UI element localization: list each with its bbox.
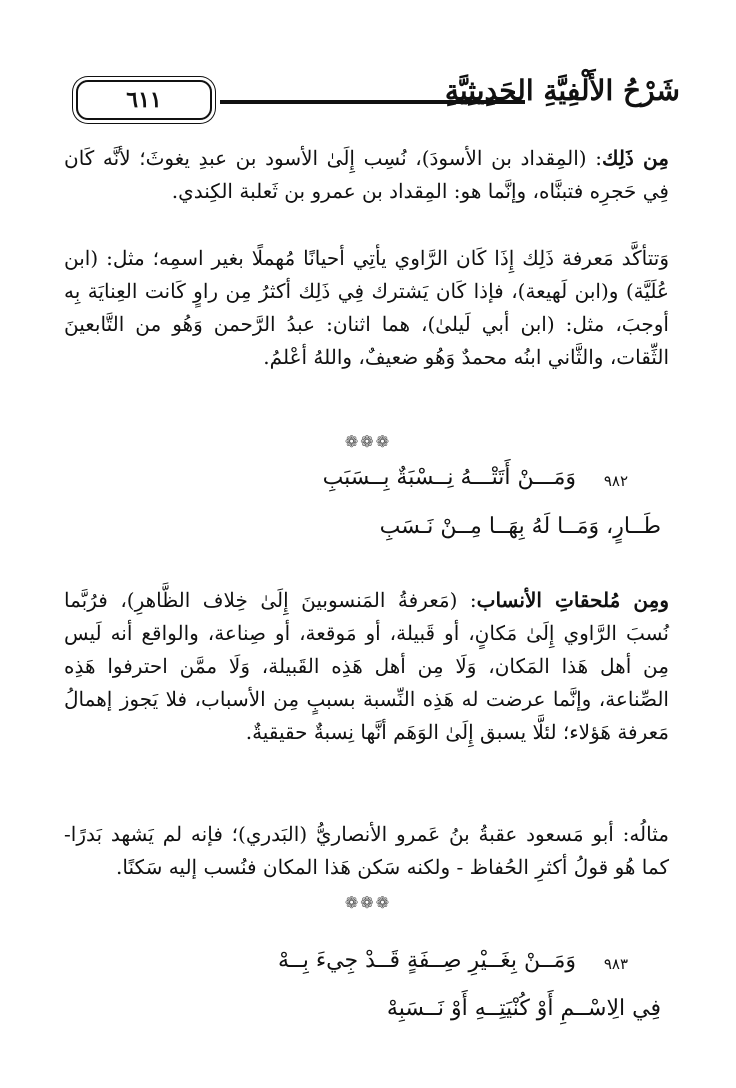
verse-line: فِي الِاسْــمِ أَوْ كُنْيَتِــهِ أَوْ نَــسَبِهْ bbox=[386, 996, 661, 1021]
page-number: ٦١١ bbox=[126, 87, 162, 113]
page-header bbox=[70, 70, 680, 130]
verse-line: طَــارٍ، وَمَــا لَهُ بِهَــا مِــنْ نَـسَبِ bbox=[379, 514, 661, 539]
section-ornament: ❁❁❁ bbox=[344, 432, 392, 451]
paragraph-miqdad bbox=[64, 142, 669, 208]
paragraph-example: مثالُه: أبو مَسعود عقبةُ بنُ عَمرو الأنصاريُّ (البَدري)؛ فإنه لم يَشهد بَدرًا- كما هُو قولُ أكثرِ الحُفاظ - ولكنه سَكن هَذا المكان فنُسب إليه سَكنًا. bbox=[64, 822, 669, 879]
running-title: شَرْحُ الأَلْفِيَّةِ الحَدِيثِيَّةِ bbox=[444, 74, 680, 107]
paragraph-lead: ومِن مُلحقاتِ الأنساب bbox=[476, 588, 669, 612]
paragraph-ibn-abi-layla: وَتتأكَّد مَعرفة ذَلِك إِذَا كَان الرَّاوي يأتِي أحيانًا مُهملًا بغير اسمِه؛ مثل: (ابن عُلَيَّة) و(ابن لَهيعة)، فإذا كَان يَشترك فِي ذَلِك أكثرُ مِن راوٍ كَانت العِنايَة بِه أوجبَ، مثل: (ابن أبي لَيلىٰ)، هما اثنان: عبدُ الرَّحمن وَهُو من التَّابعينَ الثِّقات، والثَّاني ابنُه محمدٌ وَهُو ضعيفٌ، واللهُ أعْلمُ. bbox=[64, 246, 669, 369]
paragraph-lead: مِن ذَلِك bbox=[601, 146, 669, 170]
verse-number: ٩٨٢ bbox=[603, 472, 628, 490]
verse-line: وَمَـــنْ أَتَتْـــهُ نِــسْبَةٌ بِــسَبَبِ bbox=[322, 465, 576, 490]
section-ornament: ❁❁❁ bbox=[344, 893, 392, 912]
paragraph-ansab bbox=[64, 584, 669, 749]
paragraph-text: : (مَعرفةُ المَنسوبينَ إِلَىٰ خِلاف الظَّاهرِ)، فرُبَّما نُسبَ الرَّاوي إِلَىٰ مَكانٍ، أو قَبيلة، أو مَوقعة، أو صِناعة، والواقع أنه لَيس مِن أهل هَذا المَكان، وَلَا مِن أهل هَذِه القَبيلة، وَلَا ممَّن احترفوا هَذِه الصِّناعة، وإنَّما عرضت له هَذِه النِّسبة بسببٍ مِن الأسباب، فلا يَجوز إهمالُ مَعرفة هَؤلاء؛ لئلَّا يسبق إِلَىٰ الوَهَم أنَّها نِسبةٌ حقيقيةٌ. bbox=[64, 588, 669, 744]
verse-number: ٩٨٣ bbox=[603, 955, 628, 973]
verse-line: وَمَــنْ بِغَــيْرِ صِــفَةٍ قَــدْ جِيءَ بِــهْ bbox=[278, 948, 576, 973]
paragraph-text: : (المِقداد بن الأسودَ)، نُسِب إِلَىٰ الأسود بن عبدِ يغوثَ؛ لأنَّه كَان فِي حَجرِه فتبنَّاه، وإنَّما هو: المِقداد بن عمرو بن ثَعلبة الكِندي. bbox=[64, 146, 669, 203]
page-number-badge bbox=[76, 80, 212, 120]
